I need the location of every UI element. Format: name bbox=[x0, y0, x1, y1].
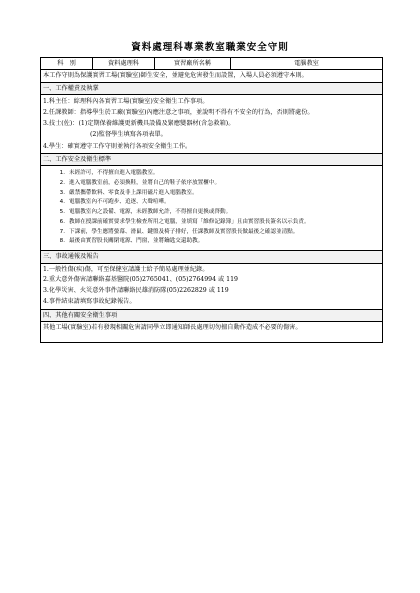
list-item: 4. 電腦教室內不可跑步、追逐、大聲喧嘩。 bbox=[59, 199, 170, 206]
intro-row bbox=[41, 70, 383, 82]
section1-body-row bbox=[41, 94, 383, 153]
section4-heading-row bbox=[41, 309, 383, 321]
section2-body bbox=[41, 165, 383, 250]
section3-item: 3.化學災害、火災意外事件請聯絡民雄消防隊(05)2262829 或 119 bbox=[43, 287, 229, 295]
list-item: 2. 進入電腦教室前，必須換鞋，並將自己的鞋子依序放置櫃中。 bbox=[59, 179, 221, 186]
page-title: 資料處理科專業教室職業安全守則 bbox=[131, 42, 289, 53]
section2-heading-row bbox=[41, 153, 383, 165]
section2-heading: 二、工作安全及衛生標準 bbox=[41, 153, 383, 165]
section1-item: 4.學生：確實遵守工作守則並執行各項安全衛生工作。 bbox=[43, 142, 192, 150]
section3-body-row bbox=[41, 263, 383, 309]
section1-item: (2)監督學生填寫各項表單。 bbox=[90, 131, 167, 139]
dept-label: 科 別 bbox=[41, 58, 93, 70]
section3-item: 4.事件結束請填寫事故紀錄報告。 bbox=[43, 298, 136, 306]
list-item: 7. 下課前，學生應將螢幕、滑鼠、鍵盤及椅子排好，任課教師及實習股長做最後之確認並清點。 bbox=[59, 228, 299, 235]
header-row bbox=[41, 58, 383, 70]
room-value: 電腦教室 bbox=[231, 58, 383, 70]
list-item: 3. 嚴禁攜帶飲料、零食及非上課用磁片進入電腦教室。 bbox=[59, 189, 198, 196]
section4-body: 其他工場(實驗室)若有發現相關危害請同學立即通知師長處理切勿擅自動作造成不必要的傷害。 bbox=[41, 322, 383, 343]
section1-item: 1.科主任：綜理科內各實習工場(實驗室)安全衛生工作事項。 bbox=[43, 97, 209, 105]
section1-body bbox=[41, 94, 383, 153]
list-item: 8. 最後由實習股長關閉電源、門窗，並將鑰匙交還助教。 bbox=[59, 238, 204, 245]
section3-body bbox=[41, 263, 383, 309]
section4-body-row bbox=[41, 322, 383, 343]
section2-body-row bbox=[41, 165, 383, 250]
list-item: 5. 電腦教室內之設備、電源，未經教師允許，不得擅自更換或啓動。 bbox=[59, 209, 232, 216]
list-item: 6. 教師在授課前確實要求學生檢查所用之電腦，並填寫「維修記錄簿」且由實習股長簽名以示負責。 bbox=[59, 218, 310, 225]
section2-list bbox=[43, 167, 380, 249]
section3-item: 2.重大意外傷害請聯絡嘉基醫院(05)2765041、(05)2764994 或 119 bbox=[43, 276, 238, 284]
list-item: 1. 未經許可，不得擅自進入電腦教室。 bbox=[59, 169, 159, 176]
section1-heading: 一、工作權責及執掌 bbox=[41, 82, 383, 94]
section3-heading: 三、事故通報及報告 bbox=[41, 251, 383, 263]
section3-item: 1.一般性傷(疾)傷，可至保健室請護士給予簡易處理並紀錄。 bbox=[43, 265, 209, 273]
section1-heading-row bbox=[41, 82, 383, 94]
section3-heading-row bbox=[41, 251, 383, 263]
safety-rules-table bbox=[40, 57, 383, 343]
section1-item: 3.技士(佐)：(1)定期保養維護更新機具設備及緊應變器材(含急救箱)。 bbox=[43, 120, 235, 128]
dept-value: 資料處理科 bbox=[93, 58, 155, 70]
section1-item: 2.任課教師：指導學生於工廠(實驗室)內應注意之事項，並說明不得有不安全的行為，否則將處份。 bbox=[43, 109, 314, 117]
section4-heading: 四、其他有關安全衛生事項 bbox=[41, 309, 383, 321]
room-label: 實習廠所名稱 bbox=[155, 58, 231, 70]
intro-text: 本工作守則為保護實習工場(實驗室)師生安全，並避免危害發生而設置，入場人員必須遵守本則。 bbox=[41, 70, 383, 82]
